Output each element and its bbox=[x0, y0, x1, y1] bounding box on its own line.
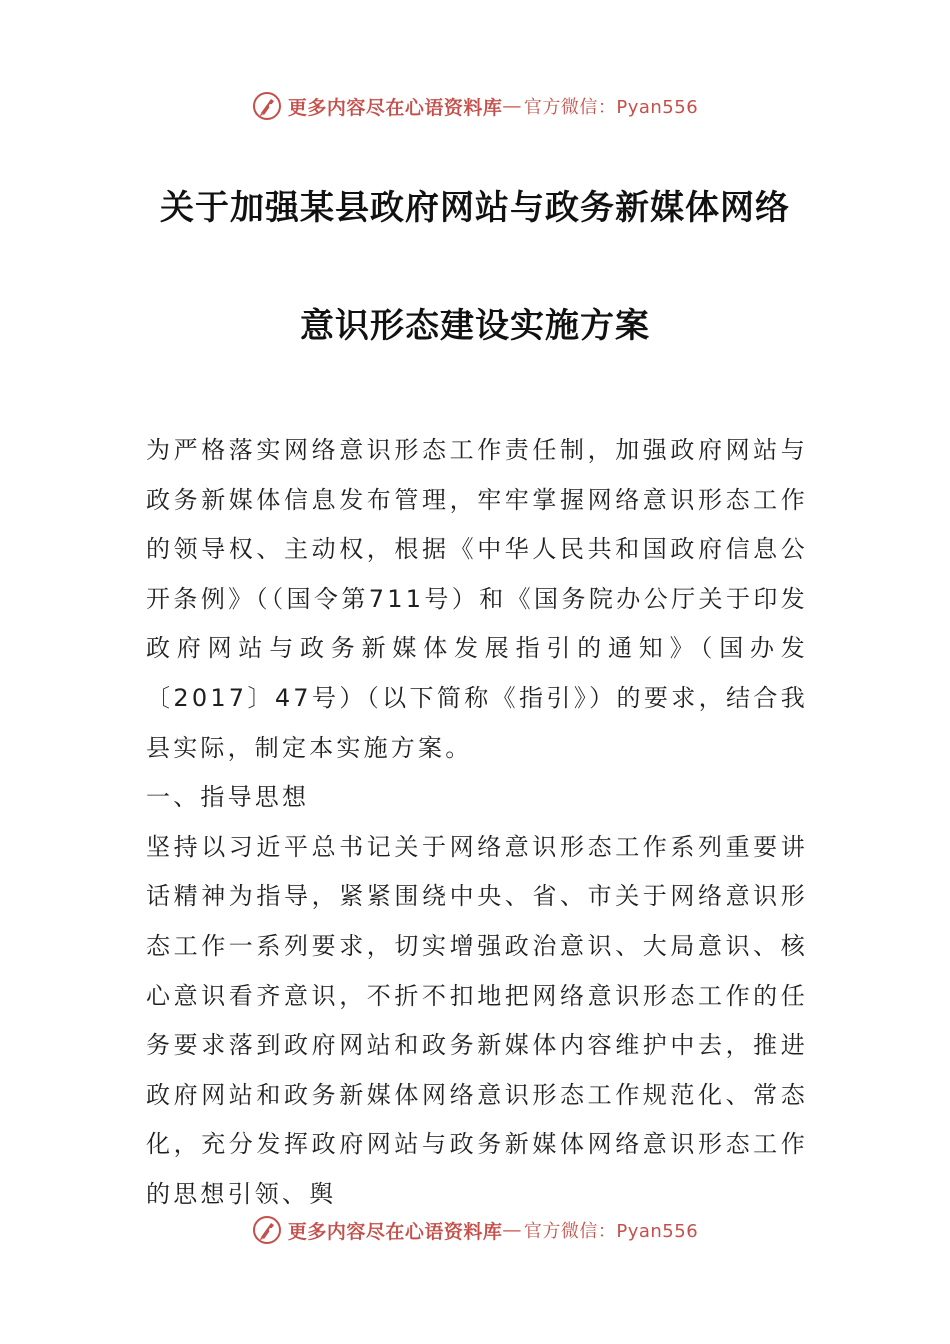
header-watermark bbox=[0, 86, 950, 126]
paragraph-guiding-ideology: 坚持以习近平总书记关于网络意识形态工作系列重要讲话精神为指导，紧紧围绕中央、省、市关于网络意识形态工作一系列要求，切实增强政治意识、大局意识、核心意识看齐意识，不折不扣地把网络意识形态工作的任务要求落到政府网站和政务新媒体内容维护中去，推进政府网站和政务新媒体网络意识形态工作规范化、常态化，充分发挥政府网站与政务新媒体网络意识形态工作的思想引领、舆 bbox=[146, 832, 808, 1208]
document-title-line-2: 意识形态建设实施方案 bbox=[300, 306, 650, 346]
footer-watermark bbox=[0, 1210, 950, 1250]
document-title-line-1: 关于加强某县政府网站与政务新媒体网络 bbox=[160, 188, 790, 228]
pen-nib-icon bbox=[252, 91, 282, 121]
watermark-brand: 更多内容尽在心语资料库 bbox=[287, 1220, 503, 1243]
pen-nib-icon bbox=[252, 1215, 282, 1245]
watermark-text bbox=[288, 1217, 698, 1244]
watermark-text bbox=[288, 93, 698, 120]
watermark-brand: 更多内容尽在心语资料库 bbox=[287, 96, 503, 119]
watermark-separator: — bbox=[502, 95, 522, 117]
watermark-contact: 官方微信：Pyan556 bbox=[523, 1221, 699, 1242]
watermark-contact: 官方微信：Pyan556 bbox=[523, 97, 699, 118]
section-heading-guiding-ideology: 一、指导思想 bbox=[146, 783, 310, 812]
paragraph-intro: 为严格落实网络意识形态工作责任制，加强政府网站与政务新媒体信息发布管理，牢牢掌握网络意识形态工作的领导权、主动权，根据《中华人民共和国政府信息公开条例》（（国令第711号）和《国务院办公厅关于印发政府网站与政务新媒体发展指引的通知》（国办发〔2017〕47号）（以下简称《指引》）的要求，结合我县实际，制定本实施方案。 bbox=[146, 436, 808, 762]
watermark-separator: — bbox=[502, 1219, 522, 1241]
document-body bbox=[146, 426, 808, 1220]
